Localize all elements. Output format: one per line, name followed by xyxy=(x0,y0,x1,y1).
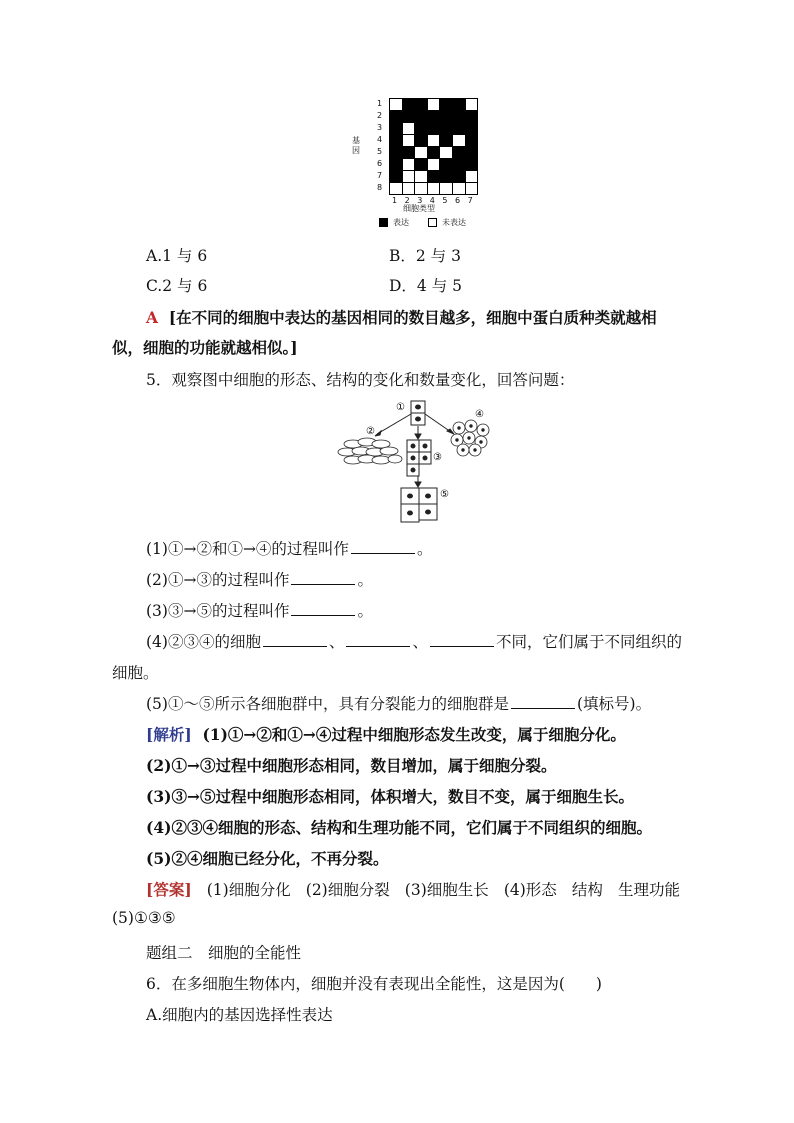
answer-part-3: (3)细胞生长 xyxy=(404,881,489,899)
analysis-text-1: (1)①→②和①→④过程中细胞形态发生改变，属于细胞分化。 xyxy=(202,725,626,744)
analysis-text-3: (3)③→⑤过程中细胞形态相同，体积增大，数目不变，属于细胞生长。 xyxy=(146,787,634,806)
answer-part-1: (1)细胞分化 xyxy=(206,881,291,899)
row-label: 6 xyxy=(377,159,383,168)
q6-option-a: A.细胞内的基因选择性表达 xyxy=(146,1006,333,1024)
q4-option-b: B．2 与 3 xyxy=(389,247,461,265)
legend-not-expressed-label: 未表达 xyxy=(442,218,466,227)
q5-analysis-line1 xyxy=(146,723,626,745)
row-label: 2 xyxy=(377,111,383,120)
q5-sub4 xyxy=(146,630,682,652)
label-3: ③ xyxy=(433,452,442,463)
q4-answer-letter: A xyxy=(146,308,159,327)
cell-group-4 xyxy=(451,420,489,456)
q5-sub3-blank[interactable] xyxy=(291,601,355,616)
row-label: 1 xyxy=(377,99,383,108)
row-label: 7 xyxy=(377,171,383,180)
q5-sub4-blank2[interactable] xyxy=(346,632,410,647)
q5-sub4-tail: 不同，它们属于不同组织的 xyxy=(496,633,683,651)
legend-expressed-swatch xyxy=(379,218,388,227)
q5-sub3-text: (3)③→⑤的过程叫作 xyxy=(146,602,290,620)
q4-explanation-line2: 似，细胞的功能就越相似。] xyxy=(112,338,298,357)
unexpressed-cell xyxy=(414,182,428,195)
q4-option-a: A.1 与 6 xyxy=(146,247,208,265)
q5-sub1 xyxy=(146,537,432,559)
unexpressed-cell xyxy=(389,182,403,195)
cell-group-1 xyxy=(411,401,425,425)
q5-sub3 xyxy=(146,599,373,621)
unexpressed-cell xyxy=(452,182,466,195)
column-label: 6 xyxy=(455,196,461,205)
unexpressed-cell xyxy=(439,182,453,195)
q5-sub2-blank[interactable] xyxy=(291,570,355,585)
unexpressed-cell xyxy=(465,182,479,195)
legend-not-expressed-swatch xyxy=(428,218,437,227)
y-axis-label: 基因 xyxy=(352,136,360,155)
answer-part-7: (5)①③⑤ xyxy=(112,909,176,927)
cell-group-3 xyxy=(407,440,431,476)
q5-sub4-blank1[interactable] xyxy=(263,632,327,647)
legend-expressed-label: 表达 xyxy=(393,218,409,227)
q5-sub4-cont: 细胞。 xyxy=(112,664,159,682)
answer-tag: [答案] xyxy=(146,880,192,899)
q5-sub3-end: 。 xyxy=(357,602,373,620)
q5-sub2-text: (2)①→③的过程叫作 xyxy=(146,571,290,589)
row-label: 3 xyxy=(377,123,383,132)
q5-sub1-end: 。 xyxy=(416,540,433,558)
row-label: 5 xyxy=(377,147,383,156)
q5-sub2 xyxy=(146,568,373,590)
q5-sub4-blank3[interactable] xyxy=(430,632,494,647)
q4-option-c: C.2 与 6 xyxy=(146,277,208,295)
column-label: 1 xyxy=(392,196,398,205)
unexpressed-cell xyxy=(402,182,416,195)
answer-part-2: (2)细胞分裂 xyxy=(305,881,390,899)
column-label: 4 xyxy=(429,196,435,205)
label-4: ④ xyxy=(475,409,484,420)
q5-sub4-sep2: 、 xyxy=(412,633,428,651)
q4-option-d: D．4 与 5 xyxy=(389,277,463,295)
x-axis-label: 细胞类型 xyxy=(403,204,435,213)
column-label: 3 xyxy=(417,196,423,205)
label-2: ② xyxy=(366,426,375,437)
cell-group-2 xyxy=(338,438,402,464)
q5-sub1-text: (1)①→②和①→④的过程叫作 xyxy=(146,540,349,558)
q5-sub2-end: 。 xyxy=(357,571,373,589)
analysis-text-4: (4)②③④细胞的形态、结构和生理功能不同，它们属于不同组织的细胞。 xyxy=(146,818,652,837)
q5-answer-line xyxy=(146,878,680,900)
column-label: 7 xyxy=(467,196,473,205)
q5-sub4-text: (4)②③④的细胞 xyxy=(146,633,261,651)
column-label: 2 xyxy=(404,196,410,205)
analysis-tag: [解析] xyxy=(146,725,192,744)
row-label: 8 xyxy=(377,183,383,192)
q5-sub5-end: (填标号)。 xyxy=(576,695,652,713)
analysis-text-5: (5)②④细胞已经分化，不再分裂。 xyxy=(146,849,389,868)
label-1: ① xyxy=(396,402,405,413)
q5-sub1-blank[interactable] xyxy=(351,539,415,554)
column-label: 5 xyxy=(442,196,448,205)
q5-stem: 5．观察图中细胞的形态、结构的变化和数量变化，回答问题： xyxy=(146,371,575,389)
unexpressed-cell xyxy=(427,182,441,195)
q5-sub5-blank[interactable] xyxy=(511,694,575,709)
q4-explanation-text: [在不同的细胞中表达的基因相同的数目越多，细胞中蛋白质种类就越相 xyxy=(168,308,657,327)
label-5: ⑤ xyxy=(440,489,449,500)
analysis-text-2: (2)①→③过程中细胞形态相同，数目增加，属于细胞分裂。 xyxy=(146,756,557,775)
cell-group-5 xyxy=(401,488,437,522)
answer-part-5: 结构 xyxy=(571,881,603,899)
q5-sub5 xyxy=(146,692,651,714)
answer-part-4: (4)形态 xyxy=(503,881,557,899)
q5-sub4-sep1: 、 xyxy=(328,633,345,651)
group2-title: 题组二 细胞的全能性 xyxy=(146,944,302,962)
answer-part-6: 生理功能 xyxy=(617,881,680,899)
q5-sub5-text: (5)①～⑤所示各细胞群中，具有分裂能力的细胞群是 xyxy=(146,695,509,713)
row-label: 4 xyxy=(377,135,383,144)
q4-explanation-line1 xyxy=(146,306,657,328)
cell-change-diagram xyxy=(335,396,495,526)
q6-stem: 6．在多细胞生物体内，细胞并没有表现出全能性，这是因为( ) xyxy=(146,975,602,993)
